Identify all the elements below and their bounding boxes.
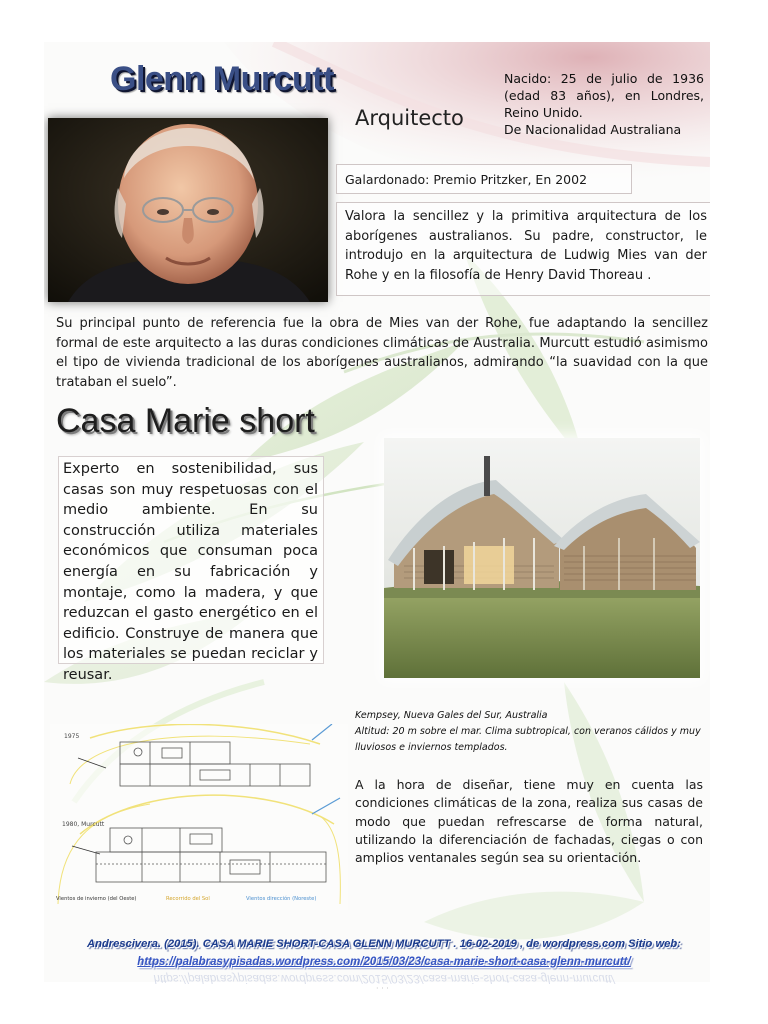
section-title: Casa Marie short	[56, 402, 315, 440]
floor-plan-drawing	[50, 724, 348, 910]
climate-line: Altitud: 20 m sobre el mar. Clima subtropical, con veranos cálidos y muy lluviosos e inviernos templados.	[355, 726, 701, 753]
plan-label-top: 1975	[64, 733, 80, 740]
nationality: De Nacionalidad Australiana	[504, 122, 682, 137]
floor-plan-diagram	[50, 724, 348, 910]
design-paragraph: A la hora de diseñar, tiene muy en cuenta las condiciones climáticas de la zona, realiza sus casas de modo que puedan refrescarse de forma natural, utilizando la diferenciación de fachadas, ciegas o con amplios ventanales según sea su orientación.	[355, 777, 703, 866]
architect-role: Arquitecto	[355, 106, 464, 130]
page-number-mark: · · ·	[376, 984, 389, 993]
source-link[interactable]: https://palabrasypisadas.wordpress.com/2015/03/23/casa-marie-short-casa-glenn-murcutt/	[137, 956, 631, 968]
citation: Andrescivera. (2015). CASA MARIE SHORT-CASA GLENN MURCUTT . 16-02-2019 , de wordpress.com Sitio web:	[87, 938, 681, 950]
biography-paragraph: Su principal punto de referencia fue la obra de Mies van der Rohe, fue adaptando la sencillez formal de este arquitecto a las duras condiciones climáticas de Australia. Murcutt estudió asimismo el tipo de vivienda tradicional de los aborígenes australianos, admirando “la suavidad con la que trataban el suelo”.	[56, 316, 708, 390]
birth-info	[504, 70, 704, 138]
birth-details: Nacido: 25 de julio de 1936 (edad 83 años), en Londres, Reino Unido.	[504, 71, 704, 120]
award-box: Galardonado: Premio Pritzker, En 2002	[336, 164, 632, 194]
portrait-photo	[48, 118, 328, 302]
portrait-image	[48, 118, 328, 302]
house-image	[384, 438, 700, 678]
legend-ne-wind: Vientos dirección (Noreste)	[246, 896, 317, 902]
legend-sun-path: Recorrido del Sol	[166, 896, 210, 902]
link-reflection: https://palabrasypisadas.wordpress.com/2015/03/23/casa-marie-short-casa-glenn-murcutt/	[153, 972, 615, 984]
location-caption	[355, 708, 710, 756]
plan-label-bottom: 1980, Murcutt	[62, 821, 105, 828]
page	[44, 42, 710, 982]
house-photo	[384, 438, 700, 678]
architect-name: Glenn Murcutt	[110, 60, 334, 98]
location-line: Kempsey, Nueva Gales del Sur, Australia	[355, 710, 548, 721]
legend-winter-wind: Vientos de invierno (del Oeste)	[56, 896, 137, 902]
sustainability-text: Experto en sostenibilidad, sus casas son muy respetuosas con el medio ambiente. En su construcción utiliza materiales económicos que consuman poca energía en su fabricación y montaje, como la madera, y que reduzcan el gasto energético en el edificio. Construye de manera que los materiales se puedan reciclar y reusar.	[58, 456, 324, 664]
intro-box: Valora la sencillez y la primitiva arquitectura de los aborígenes australianos. Su padre, constructor, le introdujo en la arquitectura de Ludwig Mies van der Rohe y en la filosofía de Henry David Thoreau .	[336, 202, 710, 296]
